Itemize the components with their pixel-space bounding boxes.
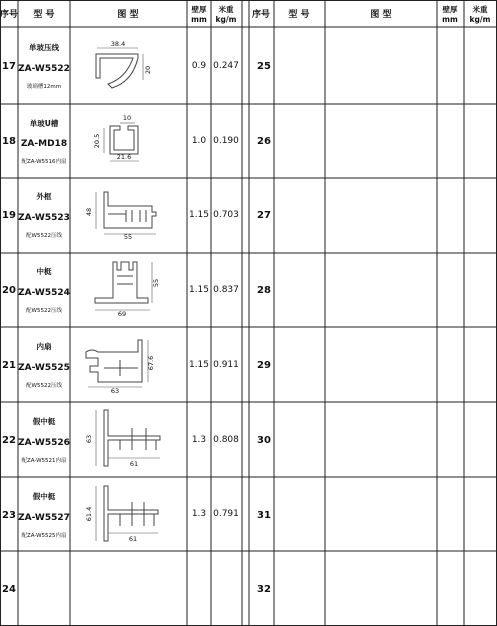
header-weight: 米重 — [218, 5, 234, 14]
header-model: 型 号 — [288, 10, 310, 20]
profile-note: 玻璃槽12mm — [26, 84, 62, 90]
table-row — [2, 40, 239, 90]
profile-note: 配W5522压线 — [26, 233, 62, 239]
header-drawing: 图 型 — [117, 10, 139, 20]
profile-drawing — [85, 410, 160, 468]
header-weight-unit: kg/m — [469, 15, 491, 24]
row-number: 20 — [2, 285, 16, 296]
profile-drawing — [95, 262, 160, 318]
header-right — [252, 4, 491, 24]
table-row — [2, 410, 239, 468]
wall-thickness: 1.15 — [188, 285, 210, 295]
dimension-label: 55 — [152, 278, 160, 288]
row-number: 22 — [2, 435, 16, 446]
row-number: 29 — [257, 360, 271, 371]
dimension-label: 61.4 — [85, 506, 93, 522]
profile-name: 假中梃 — [32, 417, 56, 426]
profile-name: 单玻压线 — [29, 43, 59, 52]
dimension-label: 69 — [117, 310, 127, 318]
dimension-label: 61 — [128, 535, 138, 543]
meter-weight: 0.911 — [213, 360, 239, 370]
right-column-rows — [257, 61, 271, 595]
profile-drawing — [85, 486, 158, 543]
profile-note: 配ZA-W5521内扇 — [21, 458, 67, 464]
row-number: 24 — [2, 584, 16, 595]
profile-code: ZA-W5524 — [18, 288, 70, 298]
dimension-label: 10 — [122, 114, 132, 122]
row-number: 21 — [2, 360, 16, 371]
row-number: 19 — [2, 210, 16, 221]
profile-drawing — [86, 340, 155, 395]
meter-weight: 0.247 — [213, 61, 239, 71]
header-drawing: 图 型 — [370, 10, 392, 20]
profile-note: 配ZA-W5516内扇 — [21, 159, 67, 165]
dimension-label: 55 — [123, 233, 133, 241]
dimension-label: 21.6 — [116, 153, 132, 161]
profile-name: 单玻U槽 — [29, 119, 59, 128]
row-number: 28 — [257, 285, 271, 296]
header-weight-unit: kg/m — [215, 15, 237, 24]
header-thickness: 壁厚 — [442, 5, 458, 14]
profile-code: ZA-W5525 — [18, 363, 70, 373]
table-row — [2, 340, 239, 395]
row-number: 25 — [257, 61, 271, 72]
profile-note: 配W5522压线 — [26, 383, 62, 389]
wall-thickness: 1.0 — [191, 136, 207, 146]
profile-code: ZA-W5526 — [18, 438, 70, 448]
dimension-label: 38.4 — [110, 40, 126, 48]
profile-code: ZA-W5523 — [18, 213, 70, 223]
header-thickness-unit: mm — [442, 15, 458, 24]
profile-name: 中梃 — [36, 267, 52, 276]
profile-note: 配W5522压线 — [26, 308, 62, 314]
header-seq: 序号 — [0, 10, 19, 20]
meter-weight: 0.808 — [213, 435, 239, 445]
header-model: 型 号 — [33, 10, 55, 20]
wall-thickness: 1.3 — [191, 509, 207, 519]
profile-code: ZA-W5527 — [18, 513, 70, 523]
header-left — [0, 4, 237, 24]
profile-drawing — [85, 192, 156, 241]
profile-name: 假中梃 — [32, 492, 56, 501]
row-number: 23 — [2, 510, 16, 521]
row-number: 18 — [2, 136, 16, 147]
header-seq: 序号 — [251, 10, 271, 20]
profile-note: 配ZA-W5525内扇 — [21, 533, 67, 539]
profile-drawing — [96, 40, 152, 88]
table-row — [2, 262, 239, 318]
wall-thickness: 0.9 — [191, 61, 207, 71]
row-number: 27 — [257, 210, 271, 221]
profile-drawing — [93, 114, 139, 161]
wall-thickness: 1.15 — [188, 360, 210, 370]
header-thickness: 壁厚 — [191, 5, 207, 14]
wall-thickness: 1.3 — [191, 435, 207, 445]
dimension-label: 67.6 — [147, 355, 155, 371]
row-number: 17 — [2, 61, 16, 72]
wall-thickness: 1.15 — [188, 210, 210, 220]
profile-name: 内扇 — [36, 342, 52, 351]
meter-weight: 0.703 — [213, 210, 239, 220]
dimension-label: 20.5 — [93, 133, 101, 149]
dimension-label: 63 — [110, 387, 120, 395]
meter-weight: 0.791 — [213, 509, 239, 519]
row-number: 32 — [257, 584, 271, 595]
header-thickness-unit: mm — [191, 15, 207, 24]
header-weight: 米重 — [472, 5, 488, 14]
profile-name: 外框 — [36, 192, 52, 201]
dimension-label: 20 — [144, 65, 152, 75]
meter-weight: 0.837 — [213, 285, 239, 295]
profile-code: ZA-MD18 — [20, 139, 68, 149]
table-row — [2, 486, 239, 543]
dimension-label: 48 — [85, 207, 93, 217]
dimension-label: 63 — [85, 434, 93, 444]
profile-code: ZA-W5522 — [18, 64, 70, 74]
row-number: 31 — [257, 510, 271, 521]
meter-weight: 0.190 — [213, 136, 239, 146]
table-row — [2, 114, 239, 165]
dimension-label: 61 — [129, 460, 139, 468]
row-number: 26 — [257, 136, 271, 147]
row-number: 30 — [257, 435, 271, 446]
table-row — [2, 584, 16, 595]
table-row — [2, 191, 239, 241]
